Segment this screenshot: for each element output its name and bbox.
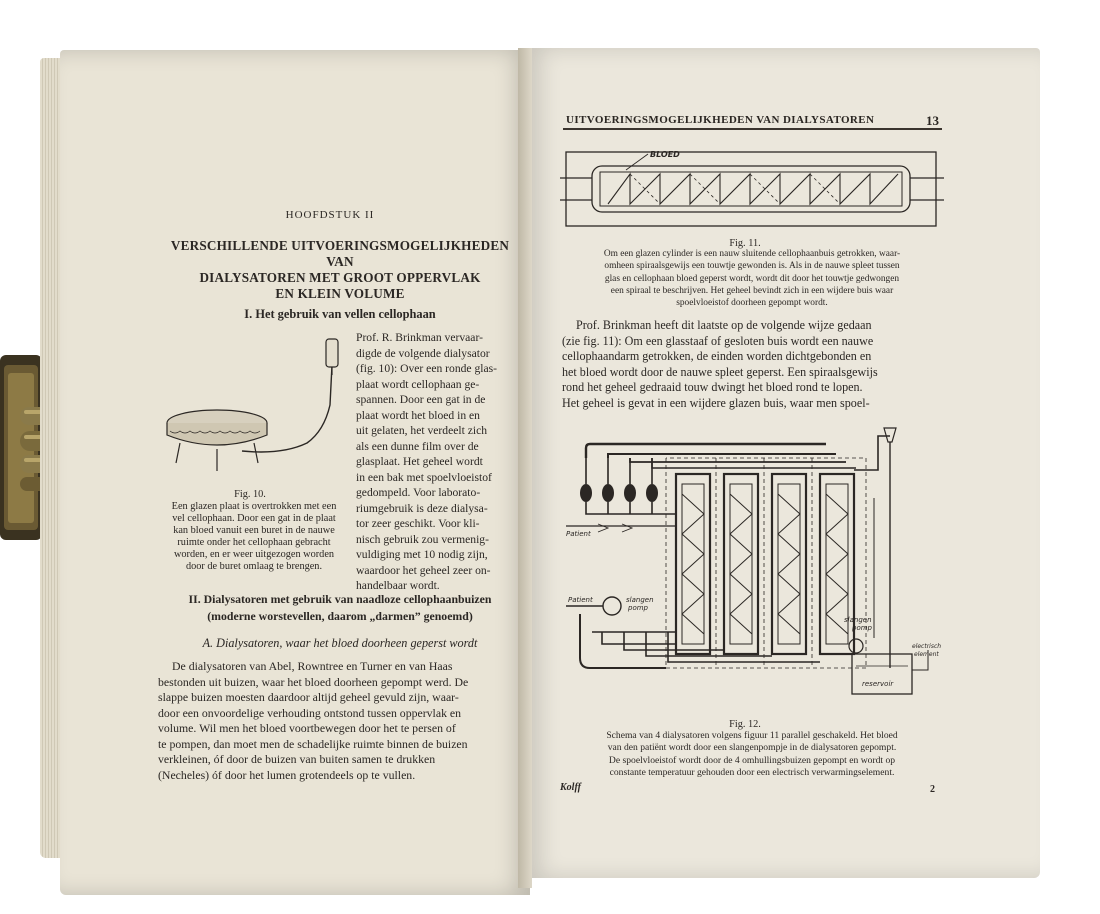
fig11-label: Fig. 11. (729, 238, 761, 249)
fig12-patient-label-left: Patient (568, 596, 593, 604)
text-line: rond het geheel gedraaid touw dwingt het bloed rond te lopen. (562, 380, 863, 394)
text-line: uit gelaten, het verdeelt zich (356, 424, 488, 437)
text-line: vuldiging met 10 nodig zijn, (356, 548, 488, 561)
chapter-heading: HOOFDSTUK II (285, 209, 375, 221)
caption-line: omheen spiraalsgewijs een touwtje gewonden is. Als in de nauwe spleet tussen (604, 261, 900, 272)
text-line: door een onvoordelige verhouding ontstond tussen oppervlak en (158, 705, 462, 720)
fig12-label: Fig. 12. (729, 719, 761, 730)
caption-line: door de buret omlaag te brengen. (185, 561, 323, 572)
paragraph-brinkman-right (562, 318, 946, 411)
fig12-caption (560, 730, 944, 779)
caption-line: een spiraal te beschrijven. Het geheel bevindt zich in een wijdere buis waar (610, 285, 894, 296)
caption-line: Om een glazen cylinder is een nauw sluitende cellophaanbuis getrokken, waar- (603, 249, 901, 259)
caption-line: spoelvloeistof doorheen gepompt wordt. (676, 298, 828, 309)
fig12-pump-left-1: slangen (626, 596, 654, 604)
text-line: als een dunne film over de (356, 439, 479, 453)
header-rule (563, 128, 942, 130)
text-line: Het geheel is gevat in een wijdere glazen buis, waar men spoel- (562, 395, 870, 410)
text-line: bestonden uit buizen, waar het bloed doorheen gepompt werd. De (158, 674, 469, 689)
fig12-pump-right-1: slangen (844, 616, 872, 624)
signature-number: 2 (930, 784, 935, 795)
text-line: volume. Wil men het bloed voortbewegen door het te persen of (158, 721, 456, 735)
running-head: UITVOERINGSMOGELIJKHEDEN VAN DIALYSATOREN (566, 114, 875, 126)
paragraph-abel (158, 659, 514, 783)
text-line: plaat wordt cellophaan ge- (356, 377, 480, 391)
fig12-element-label-2: element (914, 651, 939, 658)
text-line: digde de volgende dialysator (356, 346, 490, 360)
caption-line: ruimte onder het cellophaan gebracht (177, 537, 331, 548)
caption-line: vel cellophaan. Door een gat in de plaat (172, 513, 336, 524)
section-heading-1: I. Het gebruik van vellen cellophaan (244, 307, 436, 321)
text-line: verkleinen, óf door de buizen van buiten samen te drukken (158, 752, 436, 766)
text-line: in een bak met spoelvloeistof (356, 470, 492, 484)
text-line: gedompeld. Voor laborato- (356, 486, 481, 499)
text-line: het bloed wordt door de nauwe spleet geperst. Een spiraalsgewijs (562, 364, 878, 379)
text-line: glasplaat. Het geheel wordt (356, 455, 483, 468)
text-line: (fig. 10): Over een ronde glas- (356, 362, 498, 375)
text-line: plaat wordt het bloed in en (356, 408, 480, 422)
text-line: nisch gebruik zou vermenig- (356, 532, 489, 546)
text-line: Prof. R. Brinkman vervaar- (356, 331, 483, 344)
fig12-reservoir-label: reservoir (862, 680, 894, 688)
page-number: 13 (926, 113, 939, 128)
text-line: spannen. Door een gat in de (356, 393, 486, 406)
caption-line: glas en cellophaan bloed geperst wordt, wordt dit door het touwtje gedwongen (604, 273, 900, 284)
caption-line: constante temperatuur gehouden door een electrisch verwarmingselement. (609, 766, 895, 778)
text-line: (Necheles) óf door het lumen grotendeels op te vullen. (158, 767, 416, 782)
fig12-illustration (556, 418, 946, 718)
paragraph-brinkman (356, 330, 514, 594)
chapter-title-line: VERSCHILLENDE UITVOERINGSMOGELIJKHEDEN VAN (170, 238, 510, 269)
chapter-title-line: EN KLEIN VOLUME (275, 286, 405, 301)
caption-line: Een glazen plaat is overtrokken met een (171, 501, 337, 512)
text-line: Prof. Brinkman heeft dit laatste op de volgende wijze gedaan (576, 318, 872, 332)
fig11-illustration (560, 144, 944, 234)
fig11-caption (560, 248, 944, 309)
fig12-patient-label-top: Patient (566, 530, 591, 538)
fig12-pump-left-2: pomp (628, 604, 648, 612)
chapter-title (160, 238, 520, 302)
caption-line: worden, en er weer uitgezogen worden (173, 549, 335, 560)
text-line: waardoor het geheel zeer on- (356, 563, 491, 577)
section-heading-2: II. Dialysatoren met gebruik van naadloze cellophaanbuizen (188, 592, 492, 606)
fig10-caption (156, 501, 352, 573)
text-line: cellophaandarm getrokken, de einden worden dichtgebonden en (562, 349, 872, 363)
text-line: te pompen, dan moet men de schadelijke ruimte binnen de buizen (158, 736, 468, 751)
text-line: De dialysatoren van Abel, Rowntree en Turner en van Haas (172, 659, 453, 673)
fig11-bloed-label: BLOED (650, 150, 680, 159)
subsection-heading: A. Dialysatoren, waar het bloed doorheen geperst wordt (202, 636, 478, 650)
fig10-illustration (152, 335, 352, 485)
section-heading-2-sub: (moderne worstevellen, daarom „darmen” genoemd) (207, 609, 473, 623)
chapter-title-line: DIALYSATOREN MET GROOT OPPERVLAK (199, 270, 481, 285)
caption-line: Schema van 4 dialysatoren volgens figuur 11 parallel geschakeld. Het bloed (606, 730, 898, 741)
text-line: tor zeer geschikt. Voor kli- (356, 517, 480, 530)
caption-line: kan bloed vanuit een buret in de nauwe (173, 525, 335, 536)
fig12-pump-right-2: pomp (852, 624, 872, 632)
text-line: slappe buizen moesten daardoor altijd geheel gevuld zijn, waar- (158, 690, 459, 704)
signature-mark: Kolff (560, 782, 581, 793)
book-gutter (518, 48, 532, 888)
text-line: riumgebruik is deze dialysa- (356, 501, 488, 515)
caption-line: van den patiënt wordt door een slangenpompje in de dialysatoren gepompt. (607, 742, 897, 754)
text-line: handelbaar wordt. (356, 579, 440, 592)
fig12-element-label-1: electrisch (912, 643, 942, 650)
text-line: (zie fig. 11): Om een glasstaaf of gesloten buis wordt een nauwe (562, 333, 874, 348)
caption-line: De spoelvloeistof wordt door de 4 omhullingsbuizen gepompt en wordt op (608, 754, 896, 766)
fig10-label: Fig. 10. (234, 489, 266, 500)
